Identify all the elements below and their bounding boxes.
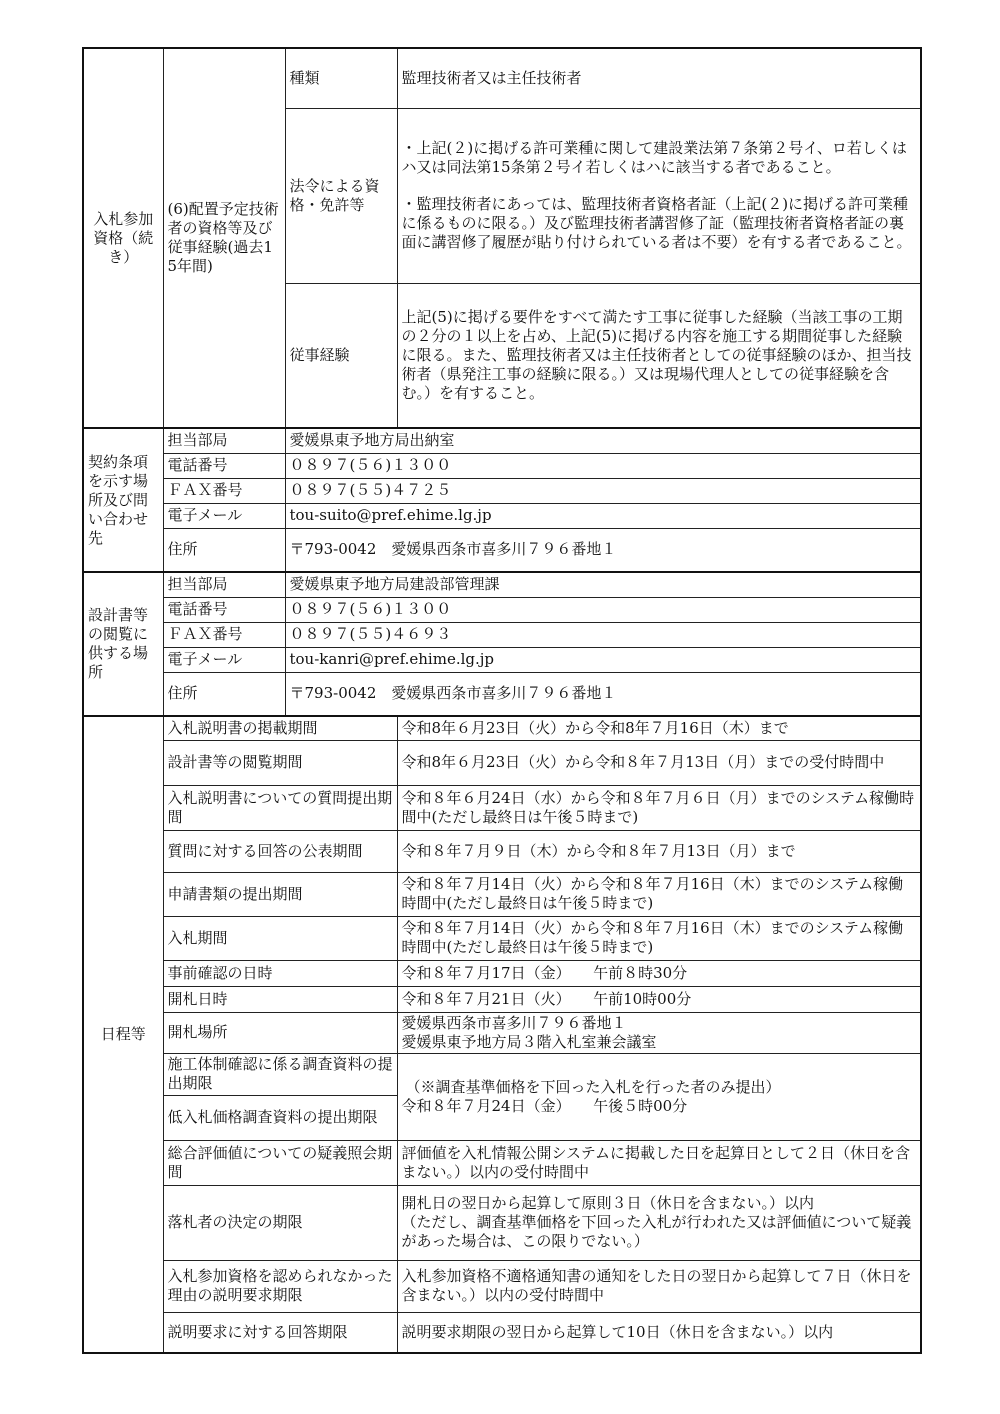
schedule-label-4: 申請書類の提出期間 [163, 872, 397, 916]
schedule-label-10: 落札者の決定の期限 [163, 1185, 397, 1260]
schedule-label-11: 入札参加資格を認められなかった理由の説明要求期限 [163, 1260, 397, 1312]
schedule-value-0: 令和8年６月23日（火）から令和8年７月16日（木）まで [397, 716, 921, 740]
section-label-qualification: 入札参加資格（続き） [83, 48, 163, 428]
schedule-label-0: 入札説明書の掲載期間 [163, 716, 397, 740]
document-page [82, 47, 920, 1354]
notice-table [82, 47, 922, 1354]
design-value-dept: 愛媛県東予地方局建設部管理課 [285, 572, 921, 597]
schedule-value-11: 入札参加資格不適格通知書の通知をした日の翌日から起算して７日（休日を含まない。）以内の受付時間中 [397, 1260, 921, 1312]
contract-value-phone: ０８９７(５６)１３００ [285, 453, 921, 478]
sub-label-assigned-engineer: (6)配置予定技術者の資格等及び従事経験(過去15年間) [163, 48, 285, 428]
design-value-address: 〒793-0042 愛媛県西条市喜多川７９６番地１ [285, 672, 921, 716]
schedule-value-1: 令和8年６月23日（火）から令和８年７月13日（月）までの受付時間中 [397, 740, 921, 785]
contract-label-phone: 電話番号 [163, 453, 285, 478]
design-label-email: 電子メール [163, 647, 285, 672]
schedule-label-2: 入札説明書についての質問提出期間 [163, 785, 397, 830]
license-value [397, 108, 921, 283]
schedule-label-survey-docs: 施工体制確認に係る調査資料の提出期限 [163, 1053, 397, 1095]
schedule-value-8: 愛媛県西条市喜多川７９６番地１ 愛媛県東予地方局３階入札室兼会議室 [397, 1012, 921, 1053]
schedule-label-12: 説明要求に対する回答期限 [163, 1312, 397, 1353]
contract-value-address: 〒793-0042 愛媛県西条市喜多川７９６番地１ [285, 528, 921, 572]
design-label-fax: ＦＡＸ番号 [163, 622, 285, 647]
license-paragraph-2: ・監理技術者にあっては、監理技術者資格者証（上記(２)に掲げる許可業種に係るものに限る。）及び監理技術者講習修了証（監理技術者資格者証の裏面に講習修了履歴が貼り付けられている者は不要）を有する者であること。 [401, 195, 912, 251]
schedule-value-5: 令和８年７月14日（火）から令和８年７月16日（木）までのシステム稼働時間中(ただし最終日は午後５時まで) [397, 916, 921, 960]
schedule-value-12: 説明要求期限の翌日から起算して10日（休日を含まない。）以内 [397, 1312, 921, 1353]
survey-deadline: 令和８年７月24日（金） 午後５時00分 [401, 1096, 688, 1115]
section-label-design-viewing: 設計書等の閲覧に供する場所 [83, 572, 163, 716]
contract-value-dept: 愛媛県東予地方局出納室 [285, 428, 921, 453]
contract-label-address: 住所 [163, 528, 285, 572]
schedule-value-10: 開札日の翌日から起算して原則３日（休日を含まない。）以内 （ただし、調査基準価格を下回った入札が行われた又は評価値について疑義があった場合は、この限りでない。） [397, 1185, 921, 1260]
contract-label-fax: ＦＡＸ番号 [163, 478, 285, 503]
contract-value-email: tou-suito@pref.ehime.lg.jp [285, 503, 921, 528]
schedule-label-9: 総合評価値についての疑義照会期間 [163, 1140, 397, 1185]
survey-note: （※調査基準価格を下回った入札を行った者のみ提出） [405, 1077, 781, 1096]
design-label-address: 住所 [163, 672, 285, 716]
contract-label-dept: 担当部局 [163, 428, 285, 453]
license-paragraph-1: ・上記(２)に掲げる許可業種に関して建設業法第７条第２号イ、ロ若しくはハ又は同法第15条第２号イ若しくはハに該当する者であること。 [401, 139, 907, 176]
section-label-contract-contact: 契約条項を示す場所及び問い合わせ先 [83, 428, 163, 572]
design-value-phone: ０８９７(５６)１３００ [285, 597, 921, 622]
schedule-label-8: 開札場所 [163, 1012, 397, 1053]
schedule-value-9: 評価値を入札情報公開システムに掲載した日を起算日として２日（休日を含まない。）以内の受付時間中 [397, 1140, 921, 1185]
design-value-email: tou-kanri@pref.ehime.lg.jp [285, 647, 921, 672]
contract-label-email: 電子メール [163, 503, 285, 528]
schedule-label-5: 入札期間 [163, 916, 397, 960]
schedule-value-6: 令和８年７月17日（金） 午前８時30分 [397, 960, 921, 986]
schedule-label-6: 事前確認の日時 [163, 960, 397, 986]
license-label: 法令による資格・免許等 [285, 108, 397, 283]
design-label-phone: 電話番号 [163, 597, 285, 622]
type-label: 種類 [285, 48, 397, 108]
schedule-label-1: 設計書等の閲覧期間 [163, 740, 397, 785]
schedule-label-7: 開札日時 [163, 986, 397, 1012]
schedule-value-survey-deadline [397, 1053, 921, 1140]
schedule-value-7: 令和８年７月21日（火） 午前10時00分 [397, 986, 921, 1012]
schedule-label-3: 質問に対する回答の公表期間 [163, 830, 397, 872]
design-value-fax: ０８９７(５５)４６９３ [285, 622, 921, 647]
schedule-value-2: 令和８年６月24日（水）から令和８年７月６日（月）までのシステム稼働時間中(ただし最終日は午後５時まで) [397, 785, 921, 830]
schedule-value-3: 令和８年７月９日（木）から令和８年７月13日（月）まで [397, 830, 921, 872]
schedule-value-4: 令和８年７月14日（火）から令和８年７月16日（木）までのシステム稼働時間中(ただし最終日は午後５時まで) [397, 872, 921, 916]
type-value: 監理技術者又は主任技術者 [397, 48, 921, 108]
schedule-label-low-bid-docs: 低入札価格調査資料の提出期限 [163, 1095, 397, 1140]
section-label-schedule: 日程等 [83, 716, 163, 1353]
experience-value: 上記(5)に掲げる要件をすべて満たす工事に従事した経験（当該工事の工期の２分の１以上を占め、上記(5)に掲げる内容を施工する期間従事した経験に限る。また、監理技術者又は主任技術者としての従事経験のほか、担当技術者（県発注工事の経験に限る。）又は現場代理人としての従事経験を含む。）を有すること。 [397, 283, 921, 428]
contract-value-fax: ０８９７(５５)４７２５ [285, 478, 921, 503]
experience-label: 従事経験 [285, 283, 397, 428]
design-label-dept: 担当部局 [163, 572, 285, 597]
